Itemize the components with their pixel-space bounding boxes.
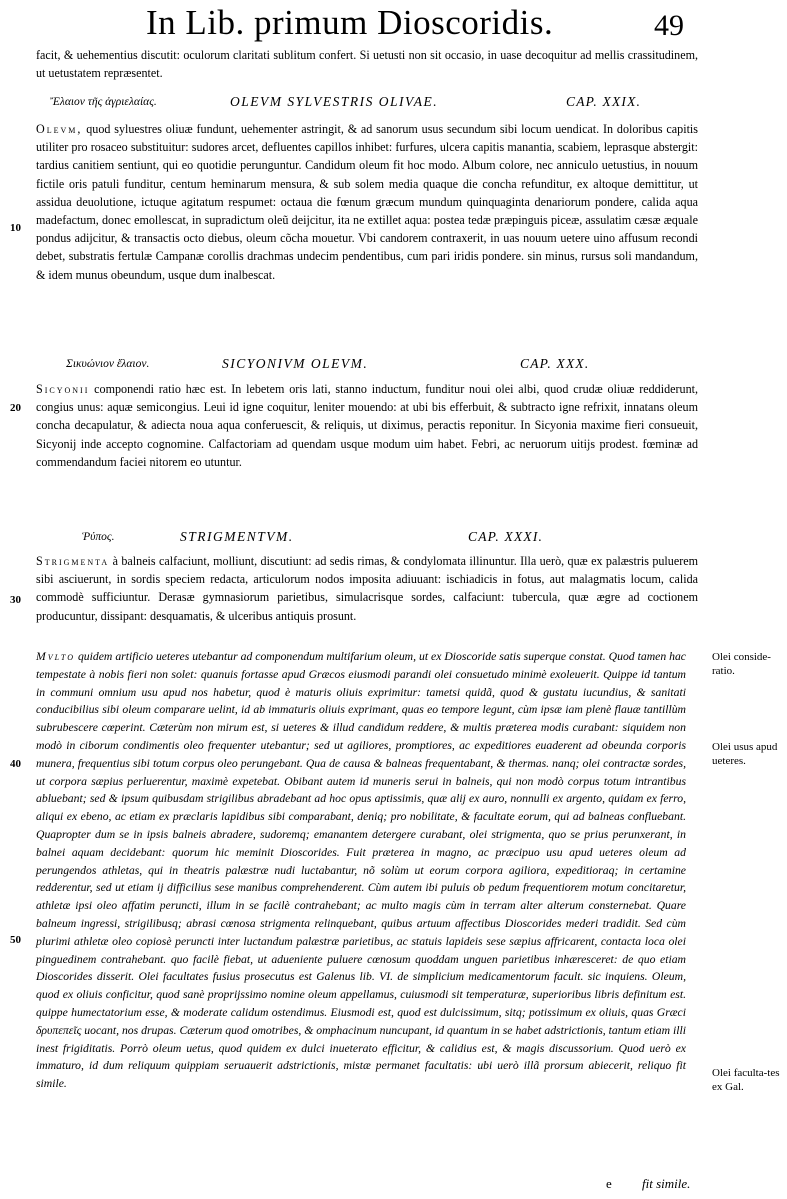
line-number: 40: [10, 758, 21, 770]
greek-title: Σικυώνιον ἔλαιον.: [66, 358, 150, 370]
line-number: 50: [10, 934, 21, 946]
text-block-29: [36, 120, 698, 352]
chapter-number: CAP. XXXI.: [468, 529, 544, 544]
line-number: 10: [10, 222, 21, 234]
lead-word: Olevm,: [36, 122, 83, 136]
text-block-continuation: [36, 46, 698, 86]
latin-title: SICYONIVM OLEVM.: [222, 356, 369, 371]
lead-word: Sicyonii: [36, 382, 90, 396]
line-number: 30: [10, 594, 21, 606]
latin-title: OLEVM SYLVESTRIS OLIVAE.: [230, 94, 439, 109]
section-heading-30: [50, 354, 690, 374]
paragraph: componendi ratio hæc est. In lebetem oris lati, stanno inductum, funditur noui olei albi, quod crudæ oliuæ reddiderunt, congius unus: aquæ semicongius. Leui id igne coquitur, leniter mouendo: at ubi bis efferbuit, & subtracto igne refrixit, innatans oleum concha decapulatur, & adiecta noua aqua conferuescit, & reliquis, ut diximus, peractis reponitur. In Sicyonia maxime fieri consueuit, Sicyonij inde accepto cognomine. Calfactoriam ad quendam usque modum uim habet. Febri, ac neruorum uitijs prodest. fœminæ ad commendandum faciei nitorem eo utuntur.: [36, 382, 698, 469]
commentary-block: [36, 648, 686, 1172]
greek-title: Ῥύπος.: [82, 531, 115, 543]
paragraph: quidem artificio ueteres utebantur ad componendum multifarium oleum, ut ex Dioscoride satis superque constat. Quod tamen hac tempestate à nobis fieri non solet: quanuis fortasse apud Græcos eiusmodi parandi olei consuetudo minimè exoleuerit. Quippe id tantum in communi omnium usu apud nos habetur, quod è maturis oliuis exprimitur: tametsi quidã, quod & gustatu iucundius, & sanitati conducibilius sibi oleum comparare uelint, id ab immaturis oliuis exprimant, quas eo tempore legunt, cùm ipsæ iam plenè flauæ tantillùm subrubescere cœperint. Cæterùm non mirum est, si ueteres & illud candidum reddere, & multis præterea modis curabant: siquidem non modò in ciborum condimentis oleo frequenter utebantur; sed ut agiliores, promptiores, ac expeditiores euaderent ad obeunda corporis munera, frequentius sibi totum corpus oleo perungebant. Qua de causa & balneas frequentabant, & thermas. nanq; olei contractæ sordes, ut corpora sæpius perluerentur, maximè expetebat. Obibant autem id muneris serui in balneis, qui non modò corpus totum intrantibus abluebant; sed & ipsum quibusdam strigilibus abradebant ad hoc opus aptissimis, quæ alij ex auro, nonnulli ex argento, quidam ex ferro, aliqui ex ebeno, ac etiam ex præclaris lapidibus sibi comparabant, deniq; pro nobilitate, & facultate eorum, qui ad balneas confluebant. Quapropter dum se in ipsis balneis abradere, sudoremq; emanantem detergere curabant, olei strigmenta, quo se prius perunxerant, in balnei aquam decidebant: quorum hic meminit Dioscorides. Fuit præterea in magno, ac præcipuo usu apud ueteres oleum ad perungendos athletas, qui in theatris palæstræ nudi luctabantur, nõ solùm ut eorum corpora agiliora, expeditioraq; in certamine redderentur, sed ut etiam ij difficilius sese manibus comprehenderent. Cùm autem ibi puluis ob pedum frequentiorem motum concitaretur, athletæ ipsi oleo affatim peruncti, illum in se facilè contrahebant; ac multo magis cùm in terram alter alterum consternebat. Quare balneum ingressi, strigilibusq; abrasi cœnosa strigmenta relinquebant, quibus artuum affectibus Dioscorides mederi tradidit. Sed cùm plurimi athletæ oleo copiosè peruncti inter luctandum palæstræ parietibus, ac statuis lapideis sese sæpius affricarent, contacta loca olei pinguedinem contrahebant. quo facilè fiebat, ut adueniente puluere cœnosum quoddam unguen parietibus inhæresceret: de quo etiam Dioscorides disserit. Olei facultates fusius prosecutus est Galenus lib. VI. de simplicium medicamentorum facult. sic inquiens. Oleum, quod ex oliuis conficitur, quod sanè proprijssimo nomine oleum appellamus, cuiusmodi sit temperaturæ, superioribus libris definitum est. quippe humectatorium esse, & moderate calidum ostendimus. Eiusmodi est, quod est dulcissimum, sitq; potissimum ex oliuis, quas Græci δρυπεπεῖς uocant, nos drupas. Cæterum quod omotribes, & omphacinum nuncupant, id quantum in se habet adstrictionis, tantum etiam illi inest frigiditatis. Porrò oleum uetus, quod quidem ex dulci inueterato efficitur, & calidius est, & magis discussorium. Quod uerò ex immaturo, id dum reliquum quippiam seruauerit adstrictionis, mistæ permanet facultatis: ubi uerò illã prorsum abiecerit, reliquo fit simile.: [36, 650, 686, 1091]
page-number: 49: [654, 9, 684, 42]
text-block-31: [36, 552, 698, 646]
greek-title: Ἔλαιον τῆς ἀγριελαίας.: [50, 96, 157, 108]
margin-note: Olei conside-ratio.: [712, 651, 771, 677]
page-title: In Lib. primum Dioscoridis.: [146, 3, 554, 42]
running-header: [0, 2, 787, 44]
catchword: fit simile.: [642, 1176, 691, 1191]
section-heading-29: [50, 92, 690, 112]
latin-title: STRIGMENTVM.: [180, 529, 294, 544]
paragraph: facit, & uehementius discutit: oculorum claritati sublitum confert. Si uetusti non sit occasio, in uase decoquitur ad mellis crassitudinem, ut uetustatem repræsentet.: [36, 48, 698, 81]
margin-note: Olei usus apud ueteres.: [712, 741, 778, 767]
line-number: 20: [10, 402, 21, 414]
section-heading-31: [50, 527, 690, 547]
chapter-number: CAP. XXX.: [520, 356, 590, 371]
lead-word: Strigmenta: [36, 554, 110, 568]
signature-mark: e: [606, 1176, 612, 1191]
margin-note: Olei faculta-tes ex Gal.: [712, 1067, 780, 1093]
paragraph: à balneis calfaciunt, molliunt, discutiunt: ad sedis rimas, & condylomata illinuntur. Illa uerò, quæ ex palæstris puluerem sibi asciuerunt, in sordis speciem redacta, articulorum nodos imposita adiuuant: ischiadicis in fotus, aut malagmatis locum, calida commodè sufficiuntur. Derasæ gymnasiorum parietibus, simulacrisque sordes, calfaciunt: tubercula, quæ ægre ad coctionem producuntur, dissipant: desquamatis, & ulceribus antiquis prosunt.: [36, 554, 698, 623]
chapter-number: CAP. XXIX.: [566, 94, 642, 109]
paragraph: quod syluestres oliuæ fundunt, uehementer astringit, & ad sanorum usus secundum sibi locum uendicat. In doloribus capitis utiliter pro rosaceo substituitur: sudores arcet, defluentes capillos inhibet: furfures, ulcera capitis manantia, scabiem, leprasque abstergit: tardius canitiem sentiunt, qui eo quotidie perunguntur. Candidum oleum fit hoc modo. Album colore, nec anniculo uetustius, in nouum fictile oris patuli funditur, centum heminarum mensura, & sub solem media quaque die concha refunditur, ex altoque demittitur, ut assidua deuolutione, ictuque agitatum respumet: octaua die fœnum græcum mundum quinquaginta denariorum pondere, calida aqua madefactum, donec emollescat, in supradictum oleũ deijcitur, ita ne extillet aqua: postea tedæ præpinguis piceæ, assulatim cæsæ æquale pondus adijcitur, & transactis octo diebus, oleum cõcha mouetur. Vbi candorem contraxerit, in uas nouum uetere uino affusum recondi debet, substratis fertulæ Campanæ corollis drachmas undecim pendentibus, cum pari iridis pondere. sin minus, rursus soli mandandum, & idem munus obeundum, usque dum inalbescat.: [36, 122, 698, 282]
text-block-30: [36, 380, 698, 520]
lead-word: Mvlto: [36, 650, 75, 663]
